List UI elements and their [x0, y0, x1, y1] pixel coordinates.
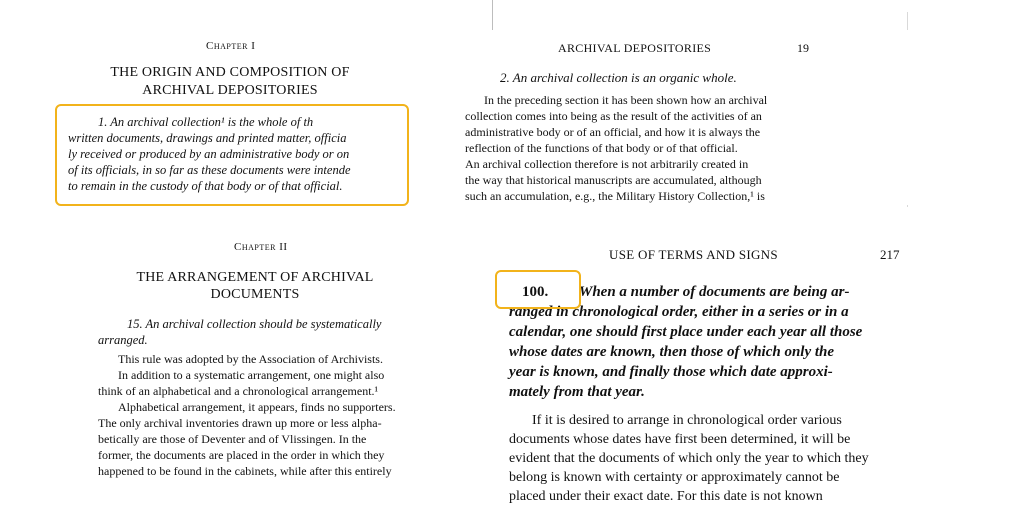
divider-top [492, 0, 493, 30]
page-excerpt-chapter-2 [70, 232, 440, 492]
running-header: USE OF TERMS AND SIGNS [609, 247, 778, 262]
text-line: mately from that year. [509, 384, 645, 400]
text-line: The only archival inventories drawn up more or less alpha- [98, 416, 382, 430]
text-line: ly received or produced by an administrative body or on [68, 147, 350, 161]
rule-heading-line-2: arranged. [98, 333, 148, 347]
rule-heading-line-1: 15. An archival collection should be systematically [127, 317, 382, 331]
highlight-box-definition [55, 104, 409, 206]
section-number: 100. [522, 284, 549, 300]
text-line: the way that historical manuscripts are accumulated, although [465, 173, 762, 187]
running-header: ARCHIVAL DEPOSITORIES [558, 41, 712, 55]
section-heading: 2. An archival collection is an organic whole. [500, 70, 737, 85]
text-line: This rule was adopted by the Association of Archivists. [118, 352, 383, 366]
chapter-title-line-2: DOCUMENTS [210, 287, 300, 302]
text-line: betically are those of Deventer and of Vlissingen. In the [98, 432, 367, 446]
text-line: Alphabetical arrangement, it appears, finds no supporters. [118, 400, 396, 414]
highlight-box-number [495, 270, 581, 309]
text-line: belong is known with certainty or approximately cannot be [509, 470, 840, 485]
chapter-label: Chapter II [234, 241, 288, 253]
text-line: former, the documents are placed in the order in which they [98, 448, 385, 462]
text-line: An archival collection therefore is not arbitrarily created in [465, 157, 749, 171]
text-line: evident that the documents of which only the year to which they [509, 451, 869, 466]
page-excerpt-archival-depositories [460, 30, 910, 205]
text-line: placed under their exact date. For this date is not known [509, 489, 823, 504]
page-number: 217 [880, 247, 900, 262]
text-line: documents whose dates have first been determined, it will be [509, 432, 851, 447]
text-line: calendar, one should first place under each year all those [509, 324, 863, 340]
text-line: written documents, drawings and printed matter, officia [68, 131, 347, 145]
text-line: happened to be found in the cabinets, while after this entirely [98, 464, 392, 478]
chapter-title-line-2: ARCHIVAL DEPOSITORIES [142, 83, 318, 98]
text-line: administrative body or of an official, and how it is always the [465, 125, 761, 139]
text-line: ranged in chronological order, either in a series or in a [509, 304, 849, 320]
page-number: 19 [797, 41, 809, 55]
text-line: year is known, and finally those which date approxi- [509, 364, 833, 380]
text-line: to remain in the custody of that body or of that official. [68, 179, 343, 193]
text-line: In addition to a systematic arrangement, one might also [118, 368, 385, 382]
text-line: 1. An archival collection¹ is the whole of th [98, 115, 314, 129]
text-line: In the preceding section it has been shown how an archival [484, 93, 768, 107]
chapter-title-line-1: THE ARRANGEMENT OF ARCHIVAL [136, 270, 374, 285]
text-line: think of an alphabetical and a chronological arrangement.¹ [98, 384, 379, 398]
chapter-title-line-1: THE ORIGIN AND COMPOSITION OF [110, 65, 350, 80]
chapter-label: Chapter I [206, 40, 256, 52]
text-line: reflection of the functions of that body or of that official. [465, 141, 738, 155]
text-line: When a number of documents are being ar- [579, 284, 850, 300]
text-line: If it is desired to arrange in chronological order various [532, 413, 842, 428]
text-line: of its officials, in so far as these documents were intende [68, 163, 351, 177]
text-line: collection comes into being as the result of the activities of an [465, 109, 762, 123]
text-line: whose dates are known, then those of which only the [509, 344, 835, 360]
text-line: such an accumulation, e.g., the Military History Collection,¹ is [465, 189, 765, 203]
